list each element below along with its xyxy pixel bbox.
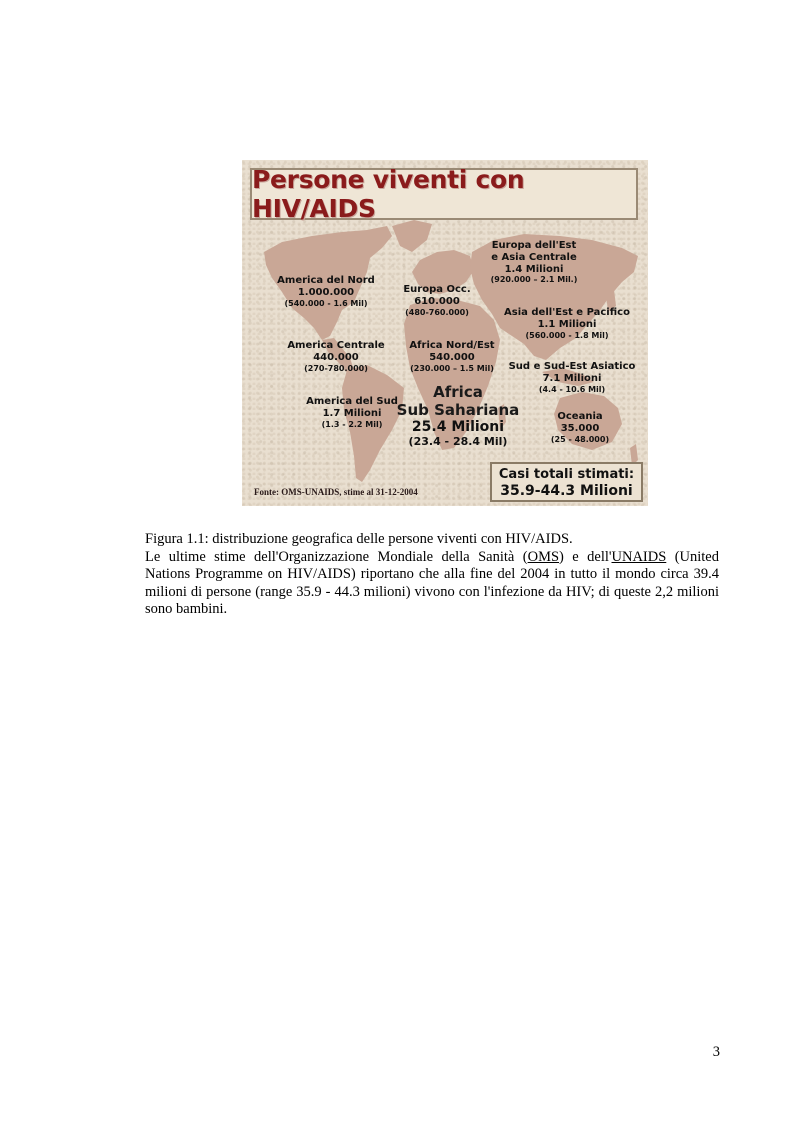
figure-caption-text [145, 531, 719, 619]
caption-line: Figura 1.1: distribuzione geografica delle persone viventi con HIV/AIDS. [145, 531, 573, 547]
figure-title-box [250, 165, 638, 223]
region-name: Oceania [557, 411, 603, 422]
label-south-asia [509, 361, 636, 394]
region-name: Africa [433, 383, 483, 401]
total-cases-value: 35.9-44.3 Milioni [500, 483, 633, 499]
hiv-world-map-figure [242, 160, 648, 506]
label-western-europe [403, 284, 470, 317]
region-name: America del Nord [277, 275, 375, 286]
unaids-link[interactable]: UNAIDS [611, 548, 667, 565]
region-name: Europa Occ. [403, 284, 471, 295]
region-name: America del Sud [306, 396, 398, 407]
caption-paragraph [145, 549, 719, 619]
label-sub-saharan-africa [397, 384, 520, 449]
label-north-africa [409, 340, 494, 373]
region-value: 1.1 Milioni [537, 318, 597, 330]
region-range: (540.000 - 1.6 Mil) [284, 298, 368, 308]
figure-title: Persone viventi con HIV/AIDS [252, 165, 525, 223]
caption-text-start: Le ultime stime dell'Organizzazione Mondiale della Sanità ( [145, 548, 528, 565]
label-eastern-europe [491, 240, 578, 285]
region-value: 610.000 [414, 295, 460, 307]
region-range: (230.000 – 1.5 Mil) [410, 363, 494, 373]
region-range: (1.3 - 2.2 Mil) [321, 419, 383, 429]
region-value: 440.000 [313, 351, 359, 363]
region-value: 7.1 Milioni [542, 372, 602, 384]
continent-greenland [392, 220, 432, 252]
page-number: 3 [712, 1044, 720, 1060]
region-range: (480-760.000) [405, 307, 469, 317]
region-name: America Centrale [287, 340, 385, 351]
region-range: (270-780.000) [304, 363, 368, 373]
label-oceania [551, 411, 609, 444]
region-name: Europa dell'Est [491, 240, 577, 251]
label-central-america [287, 340, 384, 373]
region-value: 35.000 [560, 422, 600, 434]
label-north-america [277, 275, 375, 308]
label-south-america [306, 396, 398, 429]
region-range: (23.4 - 28.4 Mil) [408, 434, 508, 448]
region-value: 540.000 [429, 351, 475, 363]
region-range: (25 - 48.000) [550, 434, 610, 444]
region-value: 1.4 Milioni [504, 263, 564, 275]
region-value: 25.4 Milioni [411, 419, 505, 436]
region-range: (920.000 – 2.1 Mil.) [490, 275, 578, 285]
region-name-2: Sub Sahariana [396, 400, 520, 419]
region-name: Sud e Sud-Est Asiatico [508, 361, 636, 372]
region-range: (4.4 - 10.6 Mil) [538, 384, 606, 394]
region-value: 1.000.000 [297, 286, 355, 298]
caption-text-end: (United Nations Programme on HIV/AIDS) riportano che alla fine del 2004 in tutto il mondo circa 39.4 milioni di persone (range 35.9 - 44.3 milioni) vivono con l'infezione da HIV; di queste 2,2 milioni sono bambini. [145, 548, 719, 617]
region-range: (560.000 - 1.8 Mil) [525, 330, 609, 340]
total-cases-box [490, 462, 643, 502]
figure-source: Fonte: OMS-UNAIDS, stime al 31-12-2004 [254, 487, 418, 497]
label-east-asia [504, 307, 630, 340]
caption-text-mid: ) e dell' [559, 548, 612, 565]
region-name-2: e Asia Centrale [491, 251, 577, 263]
oms-link[interactable]: OMS [527, 548, 560, 565]
region-name: Africa Nord/Est [409, 340, 495, 351]
region-name: Asia dell'Est e Pacifico [504, 307, 630, 318]
region-value: 1.7 Milioni [322, 407, 382, 419]
total-cases-label: Casi totali stimati: [498, 467, 635, 482]
